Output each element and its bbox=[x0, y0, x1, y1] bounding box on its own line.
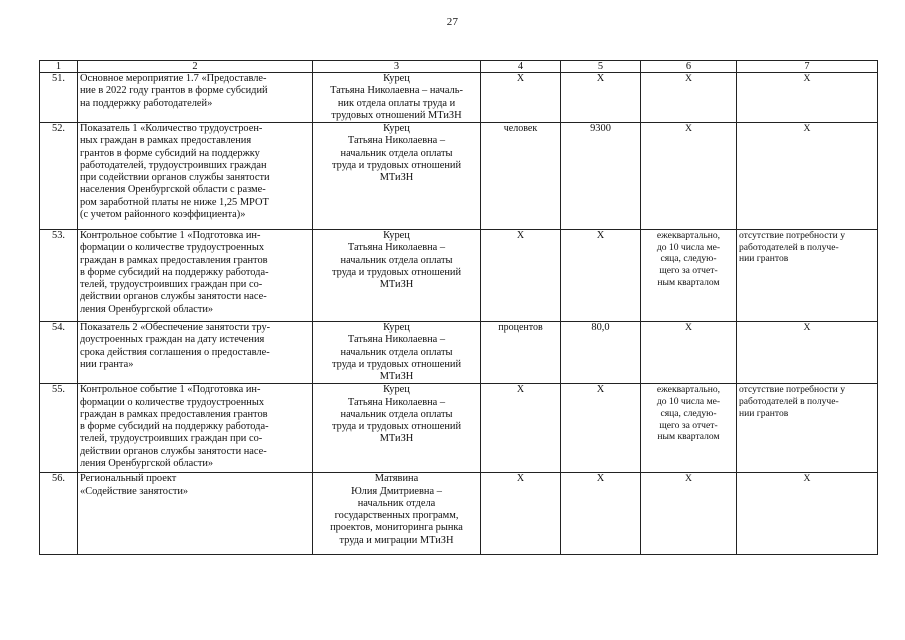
row-note: отсутствие потребности у работодателей в получе- нии грантов bbox=[737, 230, 878, 322]
row-value: Х bbox=[561, 473, 641, 555]
row-value: Х bbox=[561, 230, 641, 322]
row-value: 80,0 bbox=[561, 322, 641, 384]
row-number: 54. bbox=[40, 322, 78, 384]
row-unit: Х bbox=[481, 473, 561, 555]
col-header-4: 4 bbox=[481, 61, 561, 73]
col-header-6: 6 bbox=[641, 61, 737, 73]
row-responsible: Курец Татьяна Николаевна – начальник отдела оплаты труда и трудовых отношений МТиЗН bbox=[313, 123, 481, 230]
row-responsible: Курец Татьяна Николаевна – началь- ник отдела оплаты труда и трудовых отношений МТиЗН bbox=[313, 73, 481, 123]
row-unit: Х bbox=[481, 73, 561, 123]
row-note: Х bbox=[737, 322, 878, 384]
row-note: Х bbox=[737, 473, 878, 555]
row-unit: процентов bbox=[481, 322, 561, 384]
row-responsible: Матявина Юлия Дмитриевна – начальник отдела государственных программ, проектов, мониторинга рынка труда и миграции МТиЗН bbox=[313, 473, 481, 555]
col-header-7: 7 bbox=[737, 61, 878, 73]
row-responsible: Курец Татьяна Николаевна – начальник отдела оплаты труда и трудовых отношений МТиЗН bbox=[313, 322, 481, 384]
plan-table bbox=[39, 60, 878, 555]
row-deadline: Х bbox=[641, 473, 737, 555]
row-name: Контрольное событие 1 «Подготовка ин- формации о количестве трудоустроенных граждан в рамках предоставления грантов в форме субсидий на поддержку работода- телей, трудоустроивших граждан при со- действии органов службы занятости насе- ления Оренбургской области» bbox=[78, 384, 313, 473]
table-row bbox=[40, 123, 878, 230]
row-unit: Х bbox=[481, 230, 561, 322]
table-row bbox=[40, 322, 878, 384]
row-note: Х bbox=[737, 73, 878, 123]
row-unit: человек bbox=[481, 123, 561, 230]
row-unit: Х bbox=[481, 384, 561, 473]
table-row bbox=[40, 73, 878, 123]
col-header-2: 2 bbox=[78, 61, 313, 73]
col-header-3: 3 bbox=[313, 61, 481, 73]
row-number: 55. bbox=[40, 384, 78, 473]
row-responsible: Курец Татьяна Николаевна – начальник отдела оплаты труда и трудовых отношений МТиЗН bbox=[313, 230, 481, 322]
table-row bbox=[40, 230, 878, 322]
col-header-1: 1 bbox=[40, 61, 78, 73]
row-deadline: Х bbox=[641, 123, 737, 230]
row-name: Региональный проект «Содействие занятости» bbox=[78, 473, 313, 555]
header-row bbox=[40, 61, 878, 73]
row-name: Показатель 2 «Обеспечение занятости тру- доустроенных граждан на дату истечения срока действия соглашения о предоставле- нии гранта» bbox=[78, 322, 313, 384]
row-note: Х bbox=[737, 123, 878, 230]
row-number: 51. bbox=[40, 73, 78, 123]
row-responsible: Курец Татьяна Николаевна – начальник отдела оплаты труда и трудовых отношений МТиЗН bbox=[313, 384, 481, 473]
row-number: 53. bbox=[40, 230, 78, 322]
table-row bbox=[40, 473, 878, 555]
row-deadline: Х bbox=[641, 322, 737, 384]
row-name: Показатель 1 «Количество трудоустроен- ных граждан в рамках предоставления грантов в форме субсидий на поддержку работодателей, трудоустроивших граждан при содействии органов службы занятости населения Оренбургской области с разме- ром заработной платы не ниже 1,25 МРОТ (с учетом районного коэффициента)» bbox=[78, 123, 313, 230]
page-number: 27 bbox=[446, 16, 459, 28]
row-value: 9300 bbox=[561, 123, 641, 230]
row-note: отсутствие потребности у работодателей в получе- нии грантов bbox=[737, 384, 878, 473]
row-number: 52. bbox=[40, 123, 78, 230]
row-deadline: Х bbox=[641, 73, 737, 123]
row-name: Контрольное событие 1 «Подготовка ин- формации о количестве трудоустроенных граждан в рамках предоставления грантов в форме субсидий на поддержку работода- телей, трудоустроивших граждан при со- действии органов службы занятости насе- ления Оренбургской области» bbox=[78, 230, 313, 322]
col-header-5: 5 bbox=[561, 61, 641, 73]
table-row bbox=[40, 384, 878, 473]
row-deadline: ежеквартально, до 10 числа ме- сяца, следую- щего за отчет- ным кварталом bbox=[641, 230, 737, 322]
row-number: 56. bbox=[40, 473, 78, 555]
row-deadline: ежеквартально, до 10 числа ме- сяца, следую- щего за отчет- ным кварталом bbox=[641, 384, 737, 473]
row-value: Х bbox=[561, 384, 641, 473]
row-value: Х bbox=[561, 73, 641, 123]
row-name: Основное мероприятие 1.7 «Предоставле- ние в 2022 году грантов в форме субсидий на поддержку работодателей» bbox=[78, 73, 313, 123]
